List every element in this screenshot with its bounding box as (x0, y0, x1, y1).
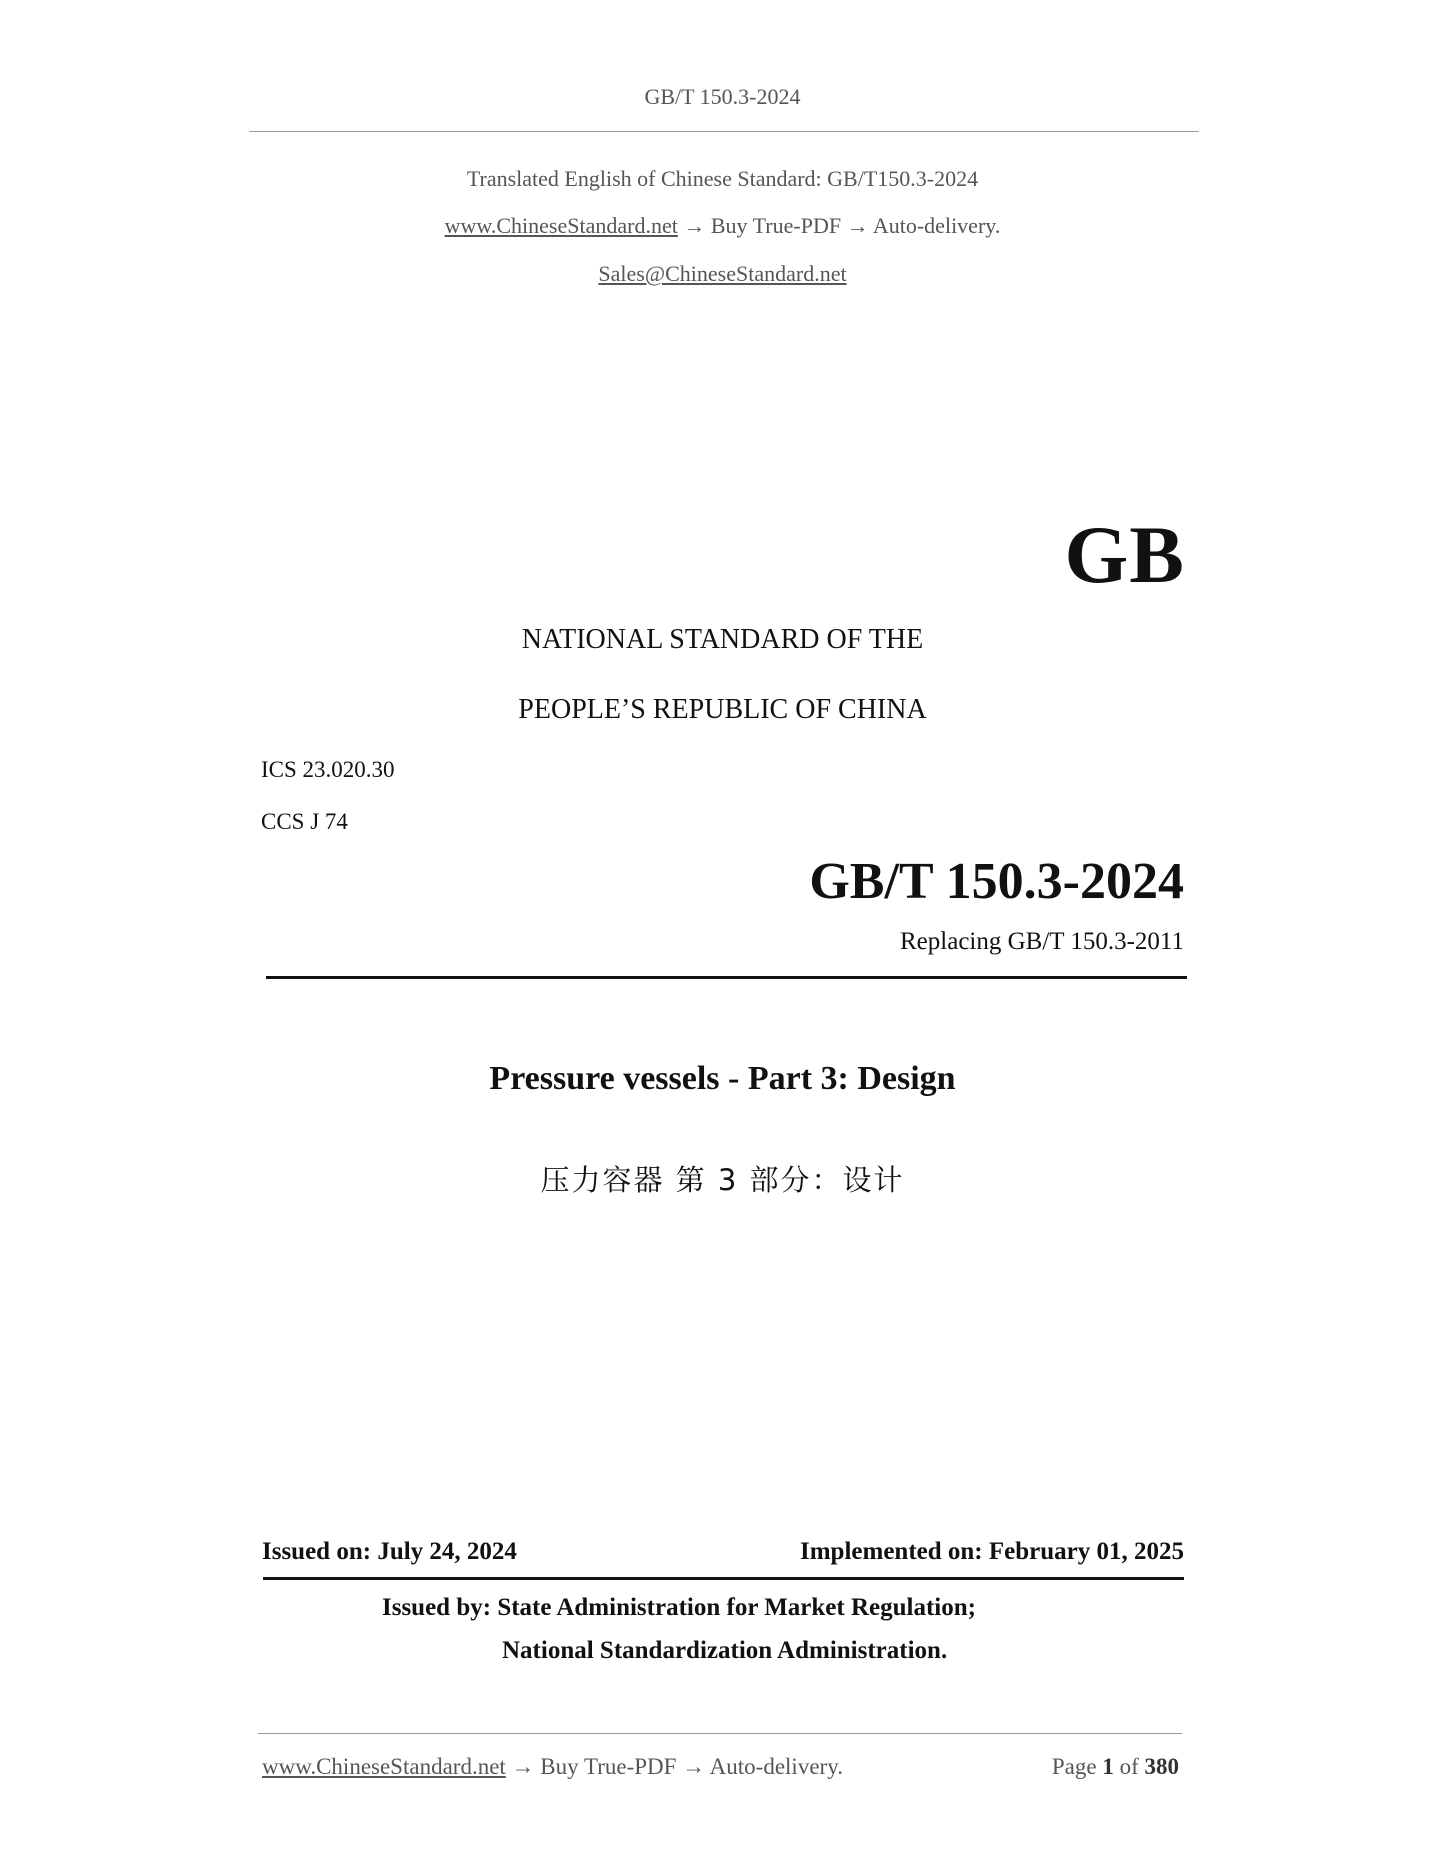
promo-auto-text: Auto-delivery. (872, 213, 1001, 238)
promo-line-translated: Translated English of Chinese Standard: GB/T150.3-2024 (466, 166, 979, 191)
replacing-standard: Replacing GB/T 150.3-2011 (900, 928, 1184, 955)
title-divider (266, 976, 1187, 979)
of-label: of (1119, 1754, 1139, 1779)
standard-number: GB/T 150.3-2024 (809, 853, 1184, 910)
title-chinese: 压力容器 第 3 部分：设计 (540, 1163, 905, 1197)
page-label: Page (1051, 1754, 1097, 1779)
arrow-right-icon: → (511, 1754, 535, 1779)
footer-divider (258, 1733, 1182, 1734)
header-divider (249, 131, 1199, 132)
running-header: GB/T 150.3-2024 (644, 84, 801, 109)
issued-on-date: Issued on: July 24, 2024 (262, 1538, 517, 1565)
ccs-code: CCS J 74 (261, 809, 348, 834)
footer-site-link[interactable]: www.ChineseStandard.net (262, 1754, 506, 1779)
promo-site-link[interactable]: www.ChineseStandard.net (444, 213, 678, 238)
page-indicator (1052, 1754, 1179, 1780)
promo-line-email (0, 261, 1445, 287)
arrow-right-icon: → (846, 213, 869, 238)
implemented-on-date: Implemented on: February 01, 2025 (800, 1538, 1184, 1565)
footer-buy-text: Buy True-PDF (540, 1754, 677, 1779)
title-english: Pressure vessels - Part 3: Design (489, 1060, 956, 1097)
issued-by-line2: National Standardization Administration. (502, 1637, 948, 1664)
dates-divider (263, 1577, 1184, 1580)
ics-code: ICS 23.020.30 (261, 757, 395, 782)
promo-buy-text: Buy True-PDF (710, 213, 842, 238)
page-current: 1 (1102, 1754, 1114, 1779)
national-standard-line1: NATIONAL STANDARD OF THE (521, 624, 924, 655)
promo-email-link[interactable]: Sales@ChineseStandard.net (598, 261, 847, 286)
arrow-right-icon: → (683, 213, 706, 238)
national-standard-line2: PEOPLE’S REPUBLIC OF CHINA (518, 694, 927, 725)
footer-links (262, 1754, 843, 1780)
gb-mark: GB (1064, 509, 1185, 600)
page-total: 380 (1144, 1754, 1179, 1779)
issued-by-line1: Issued by: State Administration for Market Regulation; (382, 1594, 976, 1621)
arrow-right-icon: → (682, 1754, 706, 1779)
footer-auto-text: Auto-delivery. (709, 1754, 843, 1779)
promo-line-links (0, 213, 1445, 239)
